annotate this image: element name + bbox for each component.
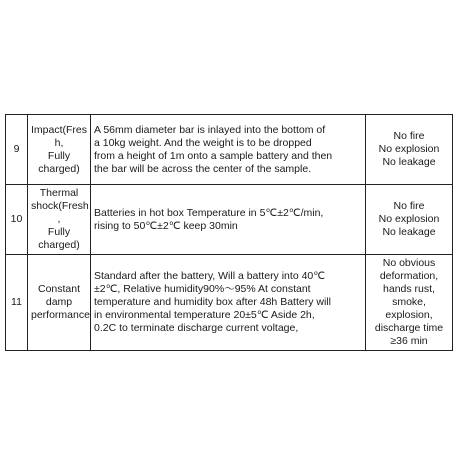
test-item-cell <box>28 115 91 185</box>
test-item-line: h, <box>54 136 64 149</box>
criteria-cell <box>366 185 453 255</box>
test-spec-table <box>5 114 453 351</box>
test-item-cell <box>28 185 91 255</box>
test-item-cell <box>28 255 91 351</box>
test-method-line: from a height of 1m onto a sample battery and then <box>94 149 333 162</box>
criteria-line: No leakage <box>382 226 436 238</box>
test-method-line: A 56mm diameter bar is inlayed into the bottom of <box>94 123 326 136</box>
criteria-line: No leakage <box>382 156 436 168</box>
criteria-line: explosion, <box>385 309 433 321</box>
criteria-line: No explosion <box>378 143 440 155</box>
test-method-line: temperature and humidity box after 48h Battery will <box>94 296 331 308</box>
row-number: 11 <box>6 255 28 351</box>
test-method-cell <box>91 185 366 255</box>
test-item-line: Impact(Fres <box>31 123 88 136</box>
test-method-cell <box>91 115 366 185</box>
table-row <box>6 185 453 255</box>
criteria-line: ≥36 min <box>390 335 428 347</box>
test-item-line: damp <box>45 296 73 308</box>
test-method-line: ±2℃, Relative humidity90%～95% At constant <box>94 283 311 295</box>
row-number: 9 <box>6 115 28 185</box>
criteria-line: discharge time <box>374 322 444 334</box>
criteria-cell <box>366 255 453 351</box>
test-item-line: Fully <box>47 226 71 238</box>
test-method-line: Batteries in hot box Temperature in 5℃±2℃/min, <box>94 206 324 219</box>
test-method-line: Standard after the battery, Will a battery into 40℃ <box>94 270 326 282</box>
test-item-line: Fully <box>47 149 71 162</box>
row-number: 10 <box>6 185 28 255</box>
table-row <box>6 255 453 351</box>
test-method-line: rising to 50℃±2℃ keep 30min <box>94 219 238 232</box>
criteria-line: No fire <box>393 200 425 212</box>
criteria-line: smoke, <box>392 296 426 308</box>
test-item-line: shock(Fresh <box>31 200 89 212</box>
criteria-line: deformation, <box>379 270 439 282</box>
test-method-line: in environmental temperature 20±5℃ Aside 2h, <box>94 309 315 321</box>
table-row <box>6 115 453 185</box>
test-method-line: the bar will be across the center of the sample. <box>94 162 312 175</box>
test-item-line: performance <box>31 309 90 321</box>
test-item-line: Constant <box>37 283 81 295</box>
test-item-line: charged) <box>38 239 80 251</box>
test-method-cell <box>91 255 366 351</box>
criteria-cell <box>366 115 453 185</box>
test-method-line: a 10kg weight. And the weight is to be dropped <box>94 136 312 149</box>
criteria-line: No obvious <box>382 257 436 269</box>
criteria-line: No explosion <box>378 213 440 225</box>
test-method-line: 0.2C to terminate discharge current voltage, <box>94 322 299 334</box>
test-item-line: , <box>57 213 61 225</box>
test-item-line: charged) <box>38 162 80 175</box>
criteria-line: hands rust, <box>383 283 435 295</box>
test-item-line: Thermal <box>39 187 79 199</box>
criteria-line: No fire <box>393 130 425 142</box>
